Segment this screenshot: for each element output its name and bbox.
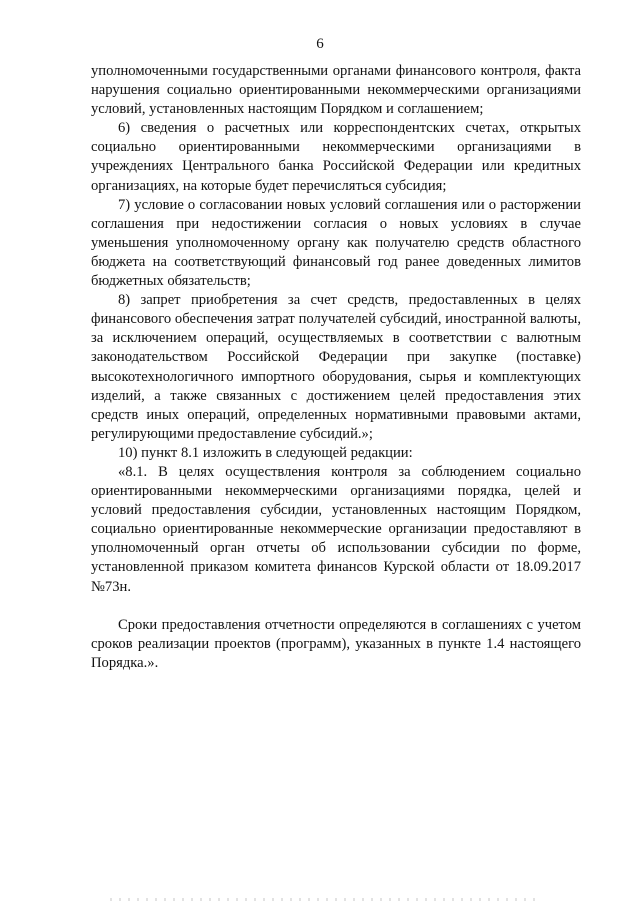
paragraph-reporting-deadlines: Сроки предоставления отчетности определяются в соглашениях с учетом сроков реализации проектов (программ), указанных в пункте 1.4 настоящего Порядка.». [91,616,581,671]
scan-artifact-line [110,898,540,901]
paragraph-item-6: 6) сведения о расчетных или корреспондентских счетах, открытых социально ориентированными некоммерческими организациями в учреждениях Центрального банка Российской Федерации или кредитных организациях, на которые будет перечисляться субсидия; [91,120,581,194]
paragraph-item-10: 10) пункт 8.1 изложить в следующей редакции: [118,444,413,461]
paragraph-item-7: 7) условие о согласовании новых условий соглашения или о расторжении соглашения при недостижении согласия о новых условиях в случае уменьшения уполномоченному органу как получателю средств областного бюджета на соответствующий финансовый год ранее доведенных лимитов бюджетных обязательств; [91,196,581,290]
paragraph-clause-8-1: «8.1. В целях осуществления контроля за соблюдением социально ориентированными некоммерческими организациями порядка, целей и условий предоставления субсидии, установленных настоящим Порядком, социально ориентированные некоммерческие организации предоставляют в уполномоченный орган отчеты об использовании субсидии по форме, установленной приказом комитета финансов Курской области от 18.09.2017 №73н. [91,463,581,595]
page-number: 6 [316,36,324,52]
paragraph-continuation: уполномоченными государственными органами финансового контроля, факта нарушения социально ориентированными некоммерческими организациями условий, установленных настоящим Порядком и соглашением; [91,63,581,118]
document-body [91,62,581,673]
paragraph-item-8: 8) запрет приобретения за счет средств, предоставленных в целях финансового обеспечения затрат получателей субсидий, иностранной валюты, за исключением операций, осуществляемых в соответствии с валютным законодательством Российской Федерации при закупке (поставке) высокотехнологичного импортного оборудования, сырья и комплектующих изделий, а также связанных с достижением целей предоставления этих средств иных операций, определенных нормативными правовыми актами, регулирующими предоставление субсидий.»; [91,292,581,442]
